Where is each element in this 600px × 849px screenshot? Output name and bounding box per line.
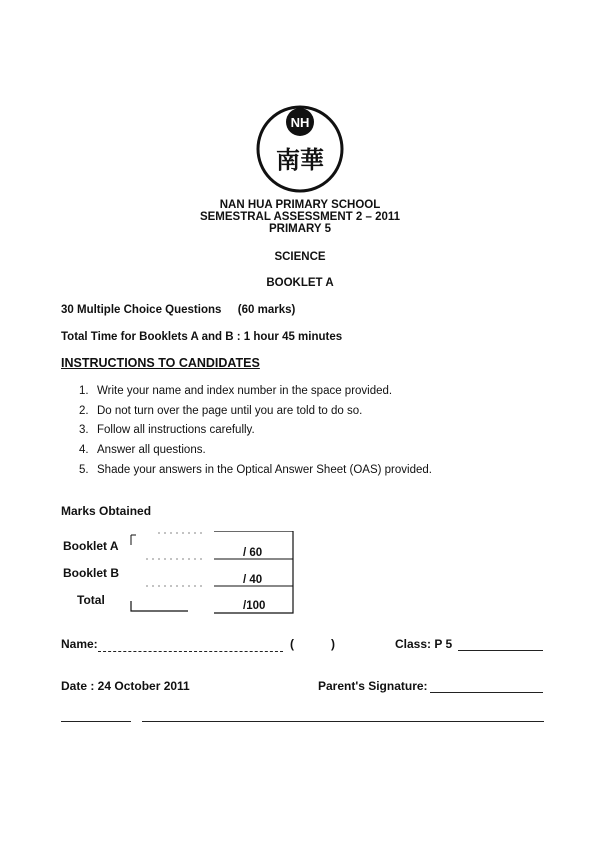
index-paren-close: ) bbox=[331, 637, 335, 651]
signature-field[interactable] bbox=[430, 692, 543, 693]
level: PRIMARY 5 bbox=[269, 223, 331, 235]
booklet: BOOKLET A bbox=[266, 277, 334, 289]
name-label: Name: bbox=[61, 637, 98, 651]
class-field[interactable] bbox=[458, 650, 543, 651]
bottom-rule-left bbox=[61, 721, 131, 722]
instruction-item: 5. Shade your answers in the Optical Answer Sheet (OAS) provided. bbox=[79, 463, 432, 476]
questions-info bbox=[61, 304, 295, 316]
instruction-item: 2. Do not turn over the page until you are told to do so. bbox=[79, 404, 363, 417]
name-field[interactable] bbox=[98, 651, 283, 652]
marks-total: (60 marks) bbox=[237, 304, 296, 316]
instruction-item: 4. Answer all questions. bbox=[79, 444, 206, 457]
marks-value-booklet-b: / 40 bbox=[243, 574, 263, 586]
school-logo bbox=[255, 104, 345, 194]
logo-chinese: 南華 bbox=[276, 146, 324, 174]
date-label: Date : 24 October 2011 bbox=[61, 679, 190, 693]
marks-label-booklet-a: Booklet A bbox=[63, 539, 119, 553]
index-field[interactable] bbox=[296, 640, 328, 654]
marks-value-total: /100 bbox=[243, 600, 266, 612]
marks-label-booklet-b: Booklet B bbox=[63, 566, 120, 580]
subject: SCIENCE bbox=[274, 251, 326, 263]
school-name: NAN HUA PRIMARY SCHOOL bbox=[219, 199, 381, 211]
signature-label: Parent's Signature: bbox=[318, 679, 428, 693]
instruction-item: 1. Write your name and index number in the space provided. bbox=[79, 385, 393, 397]
assessment-title: SEMESTRAL ASSESSMENT 2 – 2011 bbox=[199, 211, 401, 223]
marks-value-booklet-a: / 60 bbox=[243, 547, 263, 559]
marks-title: Marks Obtained bbox=[61, 504, 152, 518]
marks-table bbox=[128, 531, 295, 614]
questions-count: 30 Multiple Choice Questions bbox=[61, 304, 222, 316]
instructions-list bbox=[79, 384, 432, 482]
marks-label-total: Total bbox=[77, 593, 105, 607]
bottom-rule-right bbox=[142, 721, 544, 722]
time-info: Total Time for Booklets A and B : 1 hour 45 minutes bbox=[61, 331, 343, 343]
logo-initials: NH bbox=[290, 115, 310, 130]
instruction-item: 3. Follow all instructions carefully. bbox=[79, 424, 255, 437]
index-paren-open: ( bbox=[290, 637, 294, 651]
instructions-title: INSTRUCTIONS TO CANDIDATES bbox=[61, 356, 260, 370]
class-label: Class: P 5 bbox=[395, 637, 453, 651]
